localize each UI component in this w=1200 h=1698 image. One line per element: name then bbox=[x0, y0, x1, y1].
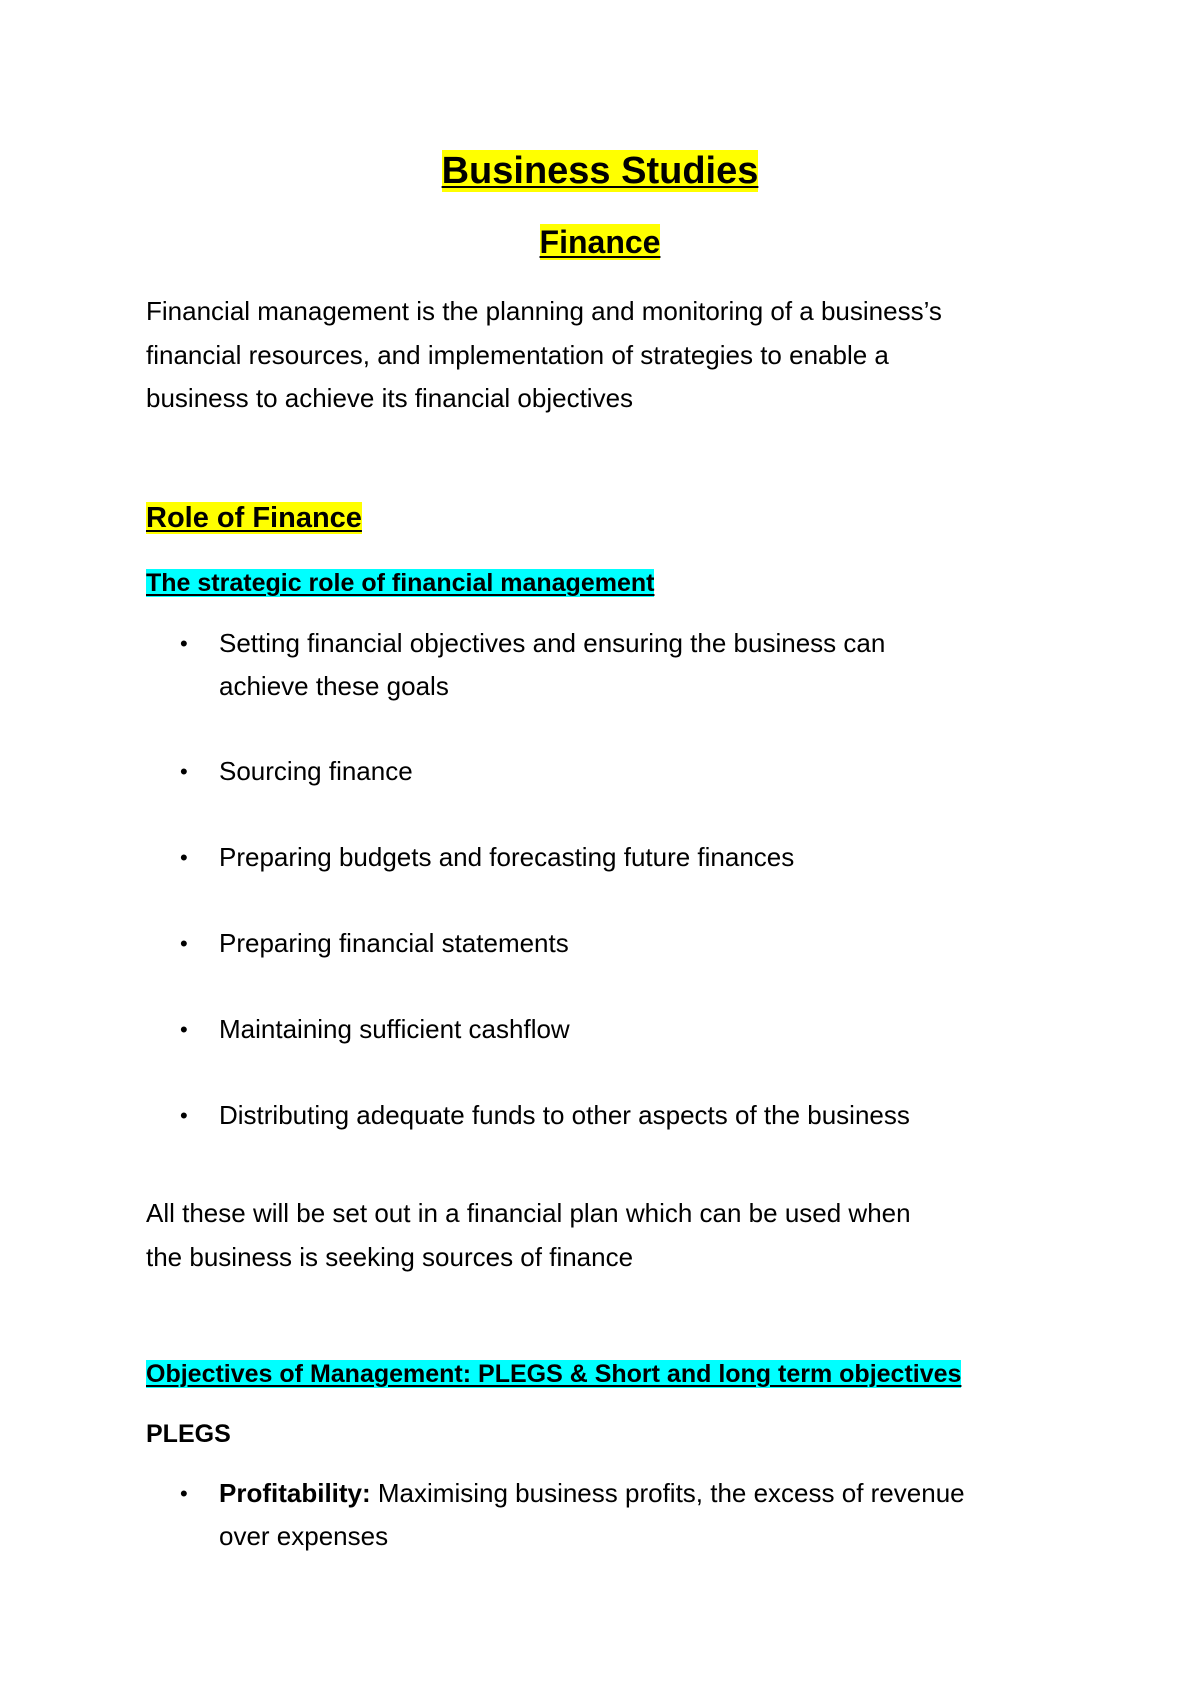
role-section-subheading-text: The strategic role of financial management bbox=[146, 569, 655, 597]
bullet-dot-icon: • bbox=[180, 631, 188, 656]
objectives-section-subheading bbox=[146, 1358, 961, 1390]
document-title-text: Business Studies bbox=[441, 150, 759, 192]
role-section-heading-text: Role of Finance bbox=[146, 502, 362, 534]
list-item-text: Distributing adequate funds to other aspects of the business bbox=[219, 1100, 910, 1130]
bullet-dot-icon: • bbox=[180, 1481, 188, 1506]
role-section-heading bbox=[146, 499, 362, 537]
list-item-text: Sourcing finance bbox=[219, 756, 413, 786]
bullet-dot-icon: • bbox=[180, 1017, 188, 1042]
plegs-label: PLEGS bbox=[146, 1420, 231, 1448]
list-item-text: Preparing budgets and forecasting future finances bbox=[219, 842, 795, 872]
list-item-text bbox=[219, 1472, 965, 1515]
list-item-description: Maximising business profits, the excess of revenue bbox=[370, 1478, 965, 1508]
intro-line-2: financial resources, and implementation of strategies to enable a bbox=[146, 340, 889, 370]
list-item-text: Maintaining sufficient cashflow bbox=[219, 1014, 570, 1044]
closing-line-1: All these will be set out in a financial plan which can be used when bbox=[146, 1198, 911, 1228]
intro-line-1: Financial management is the planning and monitoring of a business’s bbox=[146, 296, 942, 326]
bullet-dot-icon: • bbox=[180, 845, 188, 870]
list-item-text-continued: over expenses bbox=[219, 1521, 389, 1551]
document-title bbox=[0, 148, 1200, 194]
document-subtitle-text: Finance bbox=[539, 224, 661, 260]
list-item-text: Setting financial objectives and ensuring the business can bbox=[219, 628, 886, 658]
bullet-dot-icon: • bbox=[180, 931, 188, 956]
list-item-term: Profitability: bbox=[219, 1478, 371, 1508]
bullet-dot-icon: • bbox=[180, 759, 188, 784]
list-item-text-continued: achieve these goals bbox=[219, 671, 449, 701]
role-section-subheading bbox=[146, 567, 654, 599]
closing-line-2: the business is seeking sources of finance bbox=[146, 1242, 634, 1272]
bullet-dot-icon: • bbox=[180, 1103, 188, 1128]
document-subtitle bbox=[0, 222, 1200, 262]
intro-line-3: business to achieve its financial objectives bbox=[146, 383, 634, 413]
objectives-section-subheading-text: Objectives of Management: PLEGS & Short and long term objectives bbox=[146, 1360, 962, 1388]
list-item-text: Preparing financial statements bbox=[219, 928, 569, 958]
